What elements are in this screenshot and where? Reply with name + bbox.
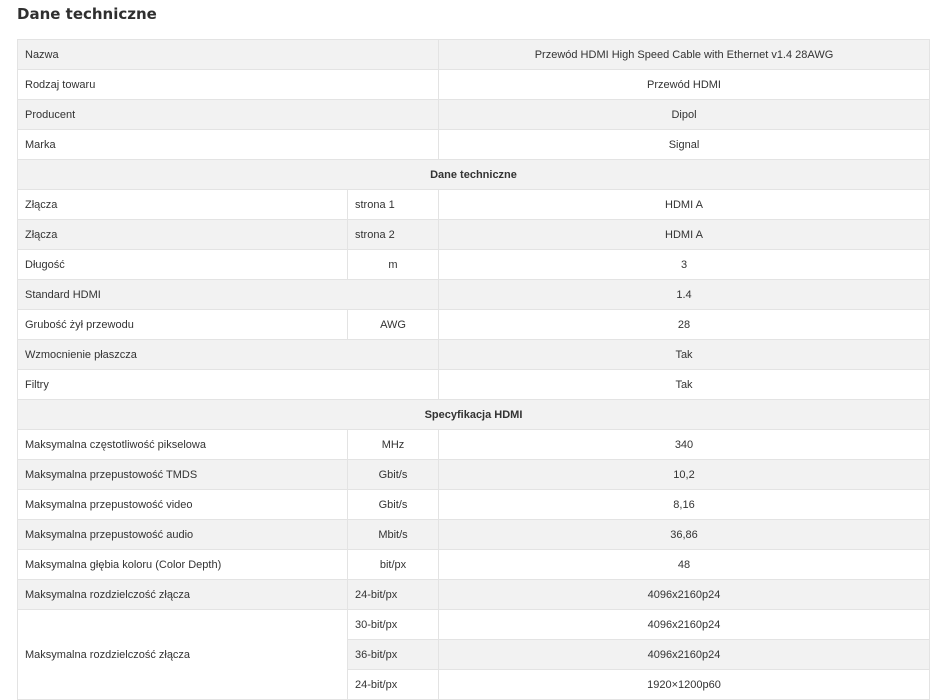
row-value: 4096x2160p24 (439, 580, 930, 610)
row-label: Maksymalna przepustowość TMDS (18, 460, 348, 490)
table-row (18, 280, 930, 310)
table-row (18, 610, 930, 640)
row-unit: 24-bit/px (348, 670, 439, 700)
row-label: Maksymalna rozdzielczość złącza (18, 610, 348, 700)
row-unit: 30-bit/px (348, 610, 439, 640)
row-value: 340 (439, 430, 930, 460)
row-label: Standard HDMI (18, 280, 439, 310)
row-label: Złącza (18, 190, 348, 220)
row-label: Złącza (18, 220, 348, 250)
row-value: Przewód HDMI (439, 70, 930, 100)
spec-table (17, 39, 930, 700)
table-row (18, 580, 930, 610)
row-label: Maksymalna rozdzielczość złącza (18, 580, 348, 610)
table-row (18, 520, 930, 550)
table-row (18, 70, 930, 100)
row-unit: bit/px (348, 550, 439, 580)
row-value: 4096x2160p24 (439, 610, 930, 640)
table-row (18, 100, 930, 130)
row-unit: 24-bit/px (348, 580, 439, 610)
section-title: Specyfikacja HDMI (18, 400, 930, 430)
row-label: Długość (18, 250, 348, 280)
table-row (18, 40, 930, 70)
row-value: 1920×1200p60 (439, 670, 930, 700)
table-row (18, 490, 930, 520)
row-label: Grubość żył przewodu (18, 310, 348, 340)
row-value: 48 (439, 550, 930, 580)
table-row (18, 310, 930, 340)
table-row (18, 130, 930, 160)
row-unit: AWG (348, 310, 439, 340)
row-label: Producent (18, 100, 439, 130)
row-value: HDMI A (439, 220, 930, 250)
table-row (18, 430, 930, 460)
row-value: Dipol (439, 100, 930, 130)
table-row (18, 190, 930, 220)
row-label: Maksymalna przepustowość audio (18, 520, 348, 550)
section-row (18, 160, 930, 190)
row-label: Maksymalna częstotliwość pikselowa (18, 430, 348, 460)
row-value: 3 (439, 250, 930, 280)
table-row (18, 370, 930, 400)
table-row (18, 550, 930, 580)
section-title: Dane techniczne (18, 160, 930, 190)
row-unit: Gbit/s (348, 490, 439, 520)
row-label: Maksymalna przepustowość video (18, 490, 348, 520)
table-row (18, 340, 930, 370)
row-unit: strona 2 (348, 220, 439, 250)
row-unit: Gbit/s (348, 460, 439, 490)
row-value: 8,16 (439, 490, 930, 520)
row-value: Tak (439, 340, 930, 370)
row-label: Filtry (18, 370, 439, 400)
row-label: Nazwa (18, 40, 439, 70)
row-label: Rodzaj towaru (18, 70, 439, 100)
section-row (18, 400, 930, 430)
row-unit: strona 1 (348, 190, 439, 220)
row-value: Signal (439, 130, 930, 160)
row-value: 10,2 (439, 460, 930, 490)
row-value: HDMI A (439, 190, 930, 220)
row-value: Przewód HDMI High Speed Cable with Ethernet v1.4 28AWG (439, 40, 930, 70)
row-value: 1.4 (439, 280, 930, 310)
table-row (18, 460, 930, 490)
row-value: 36,86 (439, 520, 930, 550)
row-value: Tak (439, 370, 930, 400)
row-value: 4096x2160p24 (439, 640, 930, 670)
row-value: 28 (439, 310, 930, 340)
row-unit: m (348, 250, 439, 280)
row-label: Wzmocnienie płaszcza (18, 340, 439, 370)
section-heading: Dane techniczne (17, 5, 157, 23)
row-unit: 36-bit/px (348, 640, 439, 670)
table-row (18, 250, 930, 280)
row-unit: Mbit/s (348, 520, 439, 550)
row-unit: MHz (348, 430, 439, 460)
row-label: Marka (18, 130, 439, 160)
row-label: Maksymalna głębia koloru (Color Depth) (18, 550, 348, 580)
table-row (18, 220, 930, 250)
